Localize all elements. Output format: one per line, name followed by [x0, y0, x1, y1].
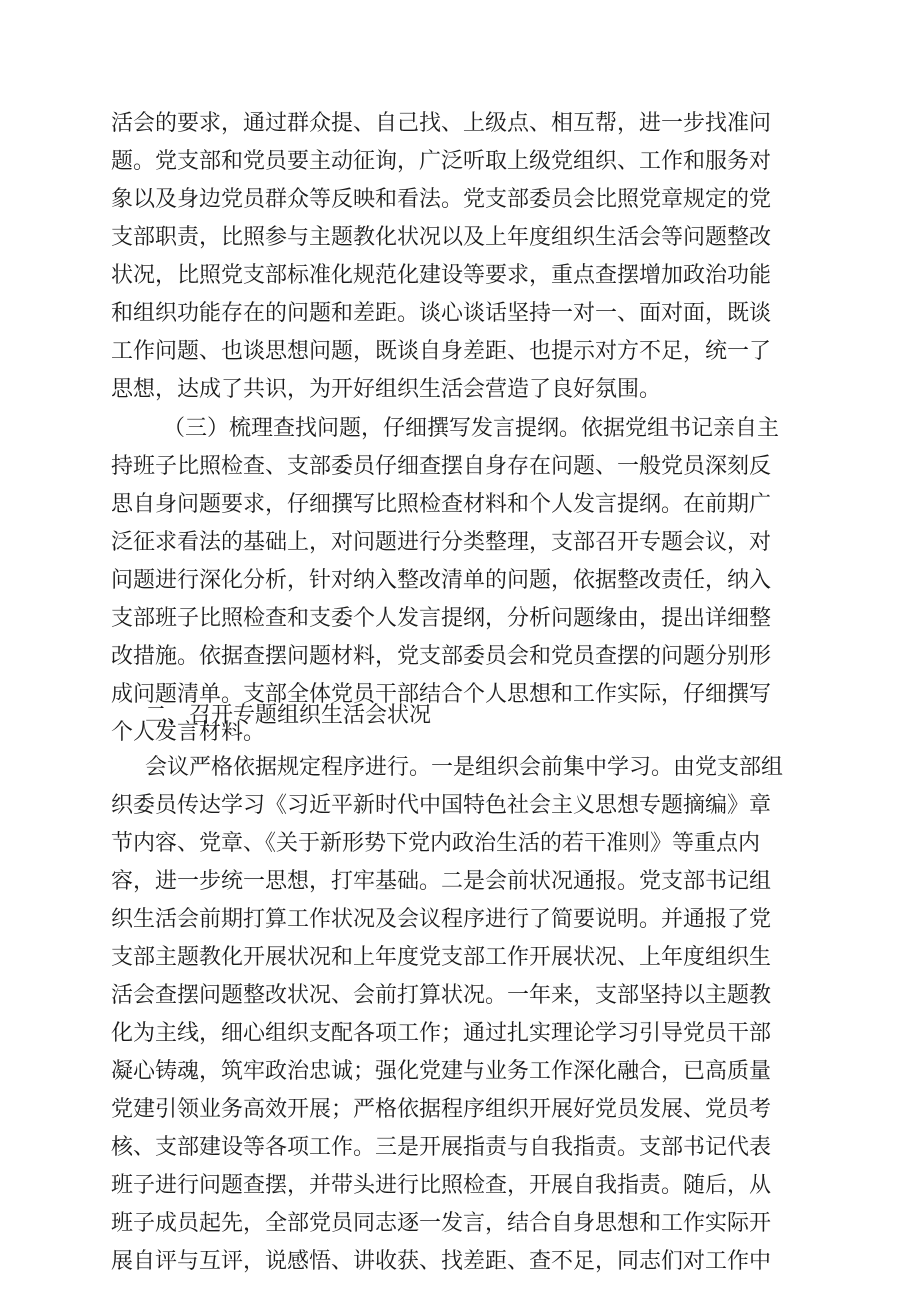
paragraph-line: 核、支部建设等各项工作。三是开展指责与自我指责。支部书记代表 [111, 1135, 772, 1160]
paragraph-line: 支部职责，比照参与主题教化状况以及上年度组织生活会等问题整改 [111, 225, 772, 250]
paragraph-line: 党建引领业务高效开展；严格依据程序组织开展好党员发展、党员考 [111, 1097, 772, 1122]
paragraph-line: 会议严格依据规定程序进行。一是组织会前集中学习。由党支部组 [145, 755, 784, 780]
paragraph-line: 泛征求看法的基础上，对问题进行分类整理，支部召开专题会议，对 [111, 530, 772, 555]
paragraph-line: 成问题清单。支部全体党员干部结合个人思想和工作实际，仔细撰写 [111, 682, 772, 707]
paragraph-line: 思想，达成了共识，为开好组织生活会营造了良好氛围。 [111, 377, 662, 402]
paragraph-line: 支部班子比照检查和支委个人发言提纲，分析问题缘由，提出详细整 [111, 606, 772, 631]
section-heading: 二、召开专题组织生活会状况 [145, 703, 432, 728]
paragraph-line: 和组织功能存在的问题和差距。谈心谈话坚持一对一、面对面，既谈 [111, 301, 772, 326]
paragraph-line: 活会查摆问题整改状况、会前打算状况。一年来，支部坚持以主题教 [111, 983, 772, 1008]
paragraph-line: 凝心铸魂，筑牢政治忠诚；强化党建与业务工作深化融合，已高质量 [111, 1059, 772, 1084]
paragraph-3 [111, 749, 813, 1281]
paragraph-line: 织委员传达学习《习近平新时代中国特色社会主义思想专题摘编》章 [111, 793, 772, 818]
paragraph-line: 班子进行问题查摆，并带头进行比照检查，开展自我指责。随后，从 [111, 1173, 772, 1198]
paragraph-line: 题。党支部和党员要主动征询，广泛听取上级党组织、工作和服务对 [111, 149, 772, 174]
paragraph-line: 象以及身边党员群众等反映和看法。党支部委员会比照党章规定的党 [111, 187, 772, 212]
paragraph-line: 化为主线，细心组织支配各项工作；通过扎实理论学习引导党员干部 [111, 1021, 772, 1046]
paragraph-line: 容，进一步统一思想，打牢基础。二是会前状况通报。党支部书记组 [111, 869, 772, 894]
paragraph-1 [111, 105, 813, 409]
paragraph-line: 状况，比照党支部标准化规范化建设等要求，重点查摆增加政治功能 [111, 263, 772, 288]
paragraph-line: 节内容、党章、《关于新形势下党内政治生活的若干准则》等重点内 [111, 831, 761, 856]
paragraph-line: 个人发言材料。 [111, 720, 266, 745]
paragraph-line: 班子成员起先，全部党员同志逐一发言，结合自身思想和工作实际开 [111, 1211, 772, 1236]
paragraph-line: （三）梳理查找问题，仔细撰写发言提纲。依据党组书记亲自主 [163, 416, 780, 441]
paragraph-line: 支部主题教化开展状况和上年度党支部工作开展状况、上年度组织生 [111, 945, 772, 970]
paragraph-line: 问题进行深化分析，针对纳入整改清单的问题，依据整改责任，纳入 [111, 568, 772, 593]
paragraph-line: 活会的要求，通过群众提、自己找、上级点、相互帮，进一步找准问 [111, 111, 772, 136]
paragraph-line: 展自评与互评，说感悟、讲收获、找差距、查不足，同志们对工作中 [111, 1249, 772, 1274]
paragraph-line: 织生活会前期打算工作状况及会议程序进行了简要说明。并通报了党 [111, 907, 772, 932]
paragraph-line: 持班子比照检查、支部委员仔细查摆自身存在问题、一般党员深刻反 [111, 454, 772, 479]
paragraph-line: 工作问题、也谈思想问题，既谈自身差距、也提示对方不足，统一了 [111, 339, 772, 364]
paragraph-line: 思自身问题要求，仔细撰写比照检查材料和个人发言提纲。在前期广 [111, 492, 772, 517]
paragraph-line: 改措施。依据查摆问题材料，党支部委员会和党员查摆的问题分别形 [111, 644, 772, 669]
